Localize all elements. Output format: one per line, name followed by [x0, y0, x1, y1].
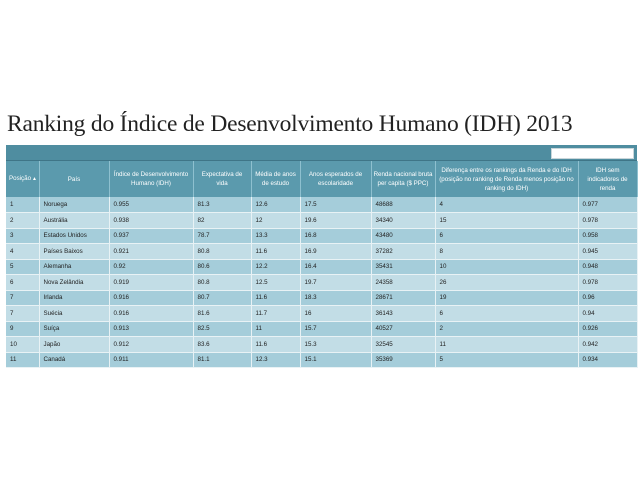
cell-media-anos-estudo: 11.6 — [251, 337, 300, 353]
sort-ascending-icon: ▲ — [32, 176, 37, 182]
cell-media-anos-estudo: 12.6 — [251, 197, 300, 213]
cell-idh: 0.937 — [109, 228, 193, 244]
cell-pais: Alemanha — [39, 259, 109, 275]
cell-diferenca-rankings: 2 — [435, 321, 578, 337]
cell-idh-sem-renda: 0.942 — [578, 337, 637, 353]
cell-renda-nacional: 48688 — [371, 197, 435, 213]
cell-expectativa-de-vida: 83.6 — [193, 337, 251, 353]
cell-expectativa-de-vida: 80.6 — [193, 259, 251, 275]
cell-expectativa-de-vida: 80.8 — [193, 244, 251, 260]
cell-media-anos-estudo: 12 — [251, 213, 300, 229]
cell-idh: 0.919 — [109, 275, 193, 291]
table-row — [6, 306, 637, 322]
cell-posicao: 11 — [6, 352, 39, 368]
column-header-idh[interactable]: Índice de Desenvolvimento Humano (IDH) — [109, 161, 193, 197]
cell-posicao: 7 — [6, 306, 39, 322]
cell-media-anos-estudo: 12.5 — [251, 275, 300, 291]
cell-diferenca-rankings: 26 — [435, 275, 578, 291]
column-header-expectativa-de-vida[interactable]: Expectativa de vida — [193, 161, 251, 197]
column-header-diferenca-rankings[interactable]: Diferença entre os rankings da Renda e do IDH (posição no ranking de Renda menos posição no ranking do IDH) — [435, 161, 578, 197]
cell-renda-nacional: 35369 — [371, 352, 435, 368]
cell-diferenca-rankings: 19 — [435, 290, 578, 306]
cell-posicao: 1 — [6, 197, 39, 213]
cell-idh: 0.911 — [109, 352, 193, 368]
cell-posicao: 3 — [6, 228, 39, 244]
cell-idh-sem-renda: 0.945 — [578, 244, 637, 260]
cell-renda-nacional: 35431 — [371, 259, 435, 275]
cell-idh-sem-renda: 0.934 — [578, 352, 637, 368]
cell-idh-sem-renda: 0.96 — [578, 290, 637, 306]
cell-pais: Noruega — [39, 197, 109, 213]
cell-pais: Suíça — [39, 321, 109, 337]
cell-renda-nacional: 43480 — [371, 228, 435, 244]
table-toolbar — [6, 145, 637, 161]
cell-diferenca-rankings: 8 — [435, 244, 578, 260]
cell-anos-esperados-escolaridade: 15.3 — [300, 337, 371, 353]
table-row — [6, 290, 637, 306]
cell-idh-sem-renda: 0.926 — [578, 321, 637, 337]
cell-pais: Japão — [39, 337, 109, 353]
table-row — [6, 321, 637, 337]
table-row — [6, 337, 637, 353]
cell-idh: 0.92 — [109, 259, 193, 275]
cell-idh: 0.955 — [109, 197, 193, 213]
cell-idh: 0.916 — [109, 306, 193, 322]
table-row — [6, 213, 637, 229]
table-row — [6, 352, 637, 368]
cell-posicao: 4 — [6, 244, 39, 260]
cell-anos-esperados-escolaridade: 15.7 — [300, 321, 371, 337]
cell-idh: 0.916 — [109, 290, 193, 306]
cell-posicao: 9 — [6, 321, 39, 337]
cell-media-anos-estudo: 11.7 — [251, 306, 300, 322]
cell-idh: 0.938 — [109, 213, 193, 229]
cell-media-anos-estudo: 12.2 — [251, 259, 300, 275]
cell-expectativa-de-vida: 80.8 — [193, 275, 251, 291]
search-input[interactable] — [551, 148, 634, 159]
cell-diferenca-rankings: 11 — [435, 337, 578, 353]
cell-anos-esperados-escolaridade: 16 — [300, 306, 371, 322]
cell-anos-esperados-escolaridade: 16.8 — [300, 228, 371, 244]
cell-posicao: 10 — [6, 337, 39, 353]
cell-renda-nacional: 37282 — [371, 244, 435, 260]
cell-posicao: 2 — [6, 213, 39, 229]
table-row — [6, 244, 637, 260]
cell-idh: 0.921 — [109, 244, 193, 260]
cell-pais: Países Baixos — [39, 244, 109, 260]
column-header-media-anos-estudo[interactable]: Média de anos de estudo — [251, 161, 300, 197]
cell-media-anos-estudo: 13.3 — [251, 228, 300, 244]
cell-pais: Canadá — [39, 352, 109, 368]
cell-expectativa-de-vida: 81.3 — [193, 197, 251, 213]
cell-renda-nacional: 36143 — [371, 306, 435, 322]
cell-anos-esperados-escolaridade: 15.1 — [300, 352, 371, 368]
table-row — [6, 275, 637, 291]
cell-pais: Austrália — [39, 213, 109, 229]
cell-idh-sem-renda: 0.94 — [578, 306, 637, 322]
cell-expectativa-de-vida: 81.1 — [193, 352, 251, 368]
cell-idh-sem-renda: 0.948 — [578, 259, 637, 275]
cell-expectativa-de-vida: 82 — [193, 213, 251, 229]
cell-pais: Nova Zelândia — [39, 275, 109, 291]
column-header-posicao[interactable]: Posição▲ — [6, 161, 39, 197]
cell-renda-nacional: 24358 — [371, 275, 435, 291]
column-header-pais[interactable]: País — [39, 161, 109, 197]
cell-renda-nacional: 40527 — [371, 321, 435, 337]
cell-idh-sem-renda: 0.958 — [578, 228, 637, 244]
cell-expectativa-de-vida: 78.7 — [193, 228, 251, 244]
cell-diferenca-rankings: 10 — [435, 259, 578, 275]
cell-diferenca-rankings: 6 — [435, 228, 578, 244]
cell-media-anos-estudo: 11 — [251, 321, 300, 337]
cell-anos-esperados-escolaridade: 19.7 — [300, 275, 371, 291]
cell-posicao: 6 — [6, 275, 39, 291]
cell-renda-nacional: 34340 — [371, 213, 435, 229]
cell-renda-nacional: 28671 — [371, 290, 435, 306]
cell-anos-esperados-escolaridade: 16.4 — [300, 259, 371, 275]
cell-diferenca-rankings: 15 — [435, 213, 578, 229]
cell-idh-sem-renda: 0.978 — [578, 275, 637, 291]
column-header-anos-esperados-escolaridade[interactable]: Anos esperados de escolaridade — [300, 161, 371, 197]
column-header-renda-nacional[interactable]: Renda nacional bruta per capita ($ PPC) — [371, 161, 435, 197]
table-body — [6, 197, 637, 368]
cell-media-anos-estudo: 11.6 — [251, 290, 300, 306]
cell-media-anos-estudo: 11.6 — [251, 244, 300, 260]
table-row — [6, 228, 637, 244]
idh-ranking-table — [6, 161, 638, 368]
cell-anos-esperados-escolaridade: 17.5 — [300, 197, 371, 213]
cell-idh: 0.912 — [109, 337, 193, 353]
cell-anos-esperados-escolaridade: 19.6 — [300, 213, 371, 229]
cell-idh-sem-renda: 0.977 — [578, 197, 637, 213]
column-header-idh-sem-renda[interactable]: IDH sem indicadores de renda — [578, 161, 637, 197]
cell-anos-esperados-escolaridade: 16.9 — [300, 244, 371, 260]
cell-posicao: 5 — [6, 259, 39, 275]
table-row — [6, 197, 637, 213]
cell-expectativa-de-vida: 81.6 — [193, 306, 251, 322]
page-title: Ranking do Índice de Desenvolvimento Humano (IDH) 2013 — [7, 111, 573, 137]
cell-idh: 0.913 — [109, 321, 193, 337]
cell-diferenca-rankings: 4 — [435, 197, 578, 213]
cell-idh-sem-renda: 0.978 — [578, 213, 637, 229]
cell-diferenca-rankings: 6 — [435, 306, 578, 322]
cell-expectativa-de-vida: 82.5 — [193, 321, 251, 337]
cell-pais: Suécia — [39, 306, 109, 322]
cell-posicao: 7 — [6, 290, 39, 306]
cell-media-anos-estudo: 12.3 — [251, 352, 300, 368]
table-row — [6, 259, 637, 275]
cell-pais: Estados Unidos — [39, 228, 109, 244]
table-header-row — [6, 161, 637, 197]
idh-ranking-table-container — [6, 145, 637, 368]
cell-pais: Irlanda — [39, 290, 109, 306]
cell-renda-nacional: 32545 — [371, 337, 435, 353]
cell-anos-esperados-escolaridade: 18.3 — [300, 290, 371, 306]
cell-expectativa-de-vida: 80.7 — [193, 290, 251, 306]
cell-diferenca-rankings: 5 — [435, 352, 578, 368]
